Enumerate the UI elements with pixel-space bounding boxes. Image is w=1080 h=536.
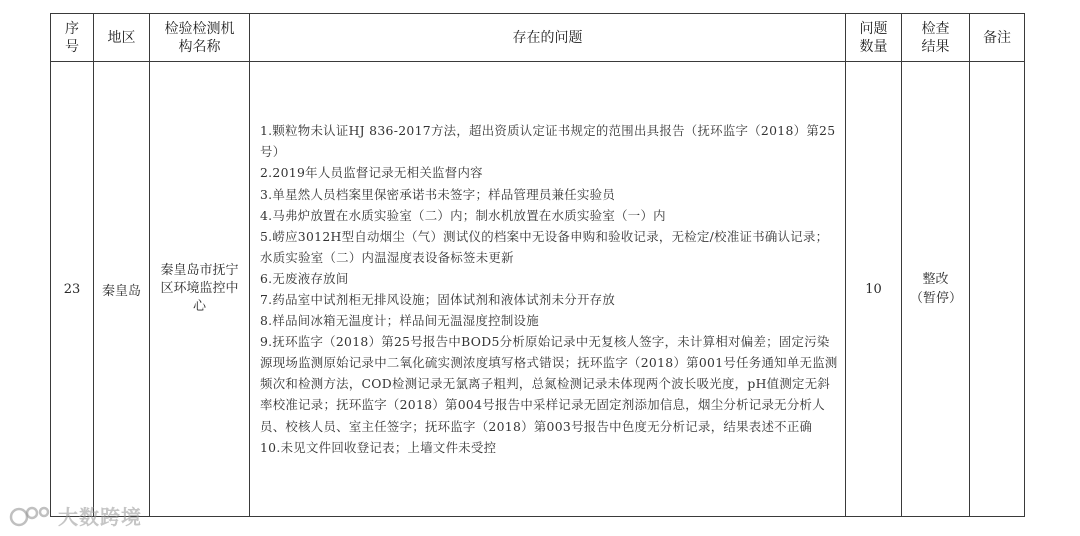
list-item: 6.无废液存放间 — [260, 270, 349, 286]
logo-icon — [8, 504, 54, 528]
list-item: 5.崂应3012H型自动烟尘（气）测试仪的档案中无设备申购和验收记录，无检定/校准证书确认记录；水质实验室（二）内温湿度表设备标签未更新 — [260, 228, 829, 265]
list-item: 7.药品室中试剂柜无排风设施；固体试剂和液体试剂未分开存放 — [260, 292, 616, 307]
list-item: 1.颗粒物未认证HJ 836-2017方法，超出资质认定证书规定的范围出具报告（抚环监字（2018）第25号） — [260, 123, 836, 160]
header-seq: 序号 — [51, 14, 94, 62]
cell-count: 10 — [846, 62, 902, 517]
list-item: 8.样品间冰箱无温度计；样品间无温湿度控制设施 — [260, 313, 539, 329]
header-result: 检查结果 — [902, 14, 970, 62]
cell-result: 整改（暂停） — [902, 62, 970, 517]
cell-region: 秦皇岛 — [94, 62, 150, 517]
table-row — [51, 62, 1025, 517]
header-institution: 检验检测机构名称 — [150, 14, 250, 62]
watermark-text: 大数跨境 — [58, 505, 142, 529]
header-region: 地区 — [94, 14, 150, 62]
issues-list — [260, 120, 839, 458]
cell-issues — [250, 62, 846, 517]
watermark — [8, 501, 142, 530]
inspection-table — [50, 13, 1025, 517]
header-count: 问题数量 — [846, 14, 902, 62]
cell-seq: 23 — [51, 62, 94, 517]
cell-institution: 秦皇岛市抚宁区环境监控中心 — [150, 62, 250, 517]
header-issues: 存在的问题 — [250, 14, 846, 62]
list-item: 2.2019年人员监督记录无相关监督内容 — [260, 165, 483, 181]
header-remark: 备注 — [970, 14, 1025, 62]
header-row — [51, 14, 1025, 62]
cell-remark — [970, 62, 1025, 517]
list-item: 10.未见文件回收登记表；上墙文件未受控 — [260, 439, 497, 455]
list-item: 4.马弗炉放置在水质实验室（二）内；制水机放置在水质实验室（一）内 — [260, 207, 666, 223]
list-item: 3.单星然人员档案里保密承诺书未签字；样品管理员兼任实验员 — [260, 186, 616, 202]
list-item: 9.抚环监字（2018）第25号报告中BOD5分析原始记录中无复核人签字，未计算相对偏差；固定污染源现场监测原始记录中二氧化硫实测浓度填写格式错误；抚环监字（2018）第001号任务通知单无监测频次和检测方法，COD检测记录无氯离子粗判，总氮检测记录未体现两个波长吸光度，pH值测定无斜率校准记录；抚环监字（2018）第004号报告中采样记录无固定剂添加信息，烟尘分析记录无分析人员、校核人员、室主任签字；抚环监字（2018）第003号报告中色度无分析记录，结果表述不正确 — [260, 334, 838, 434]
